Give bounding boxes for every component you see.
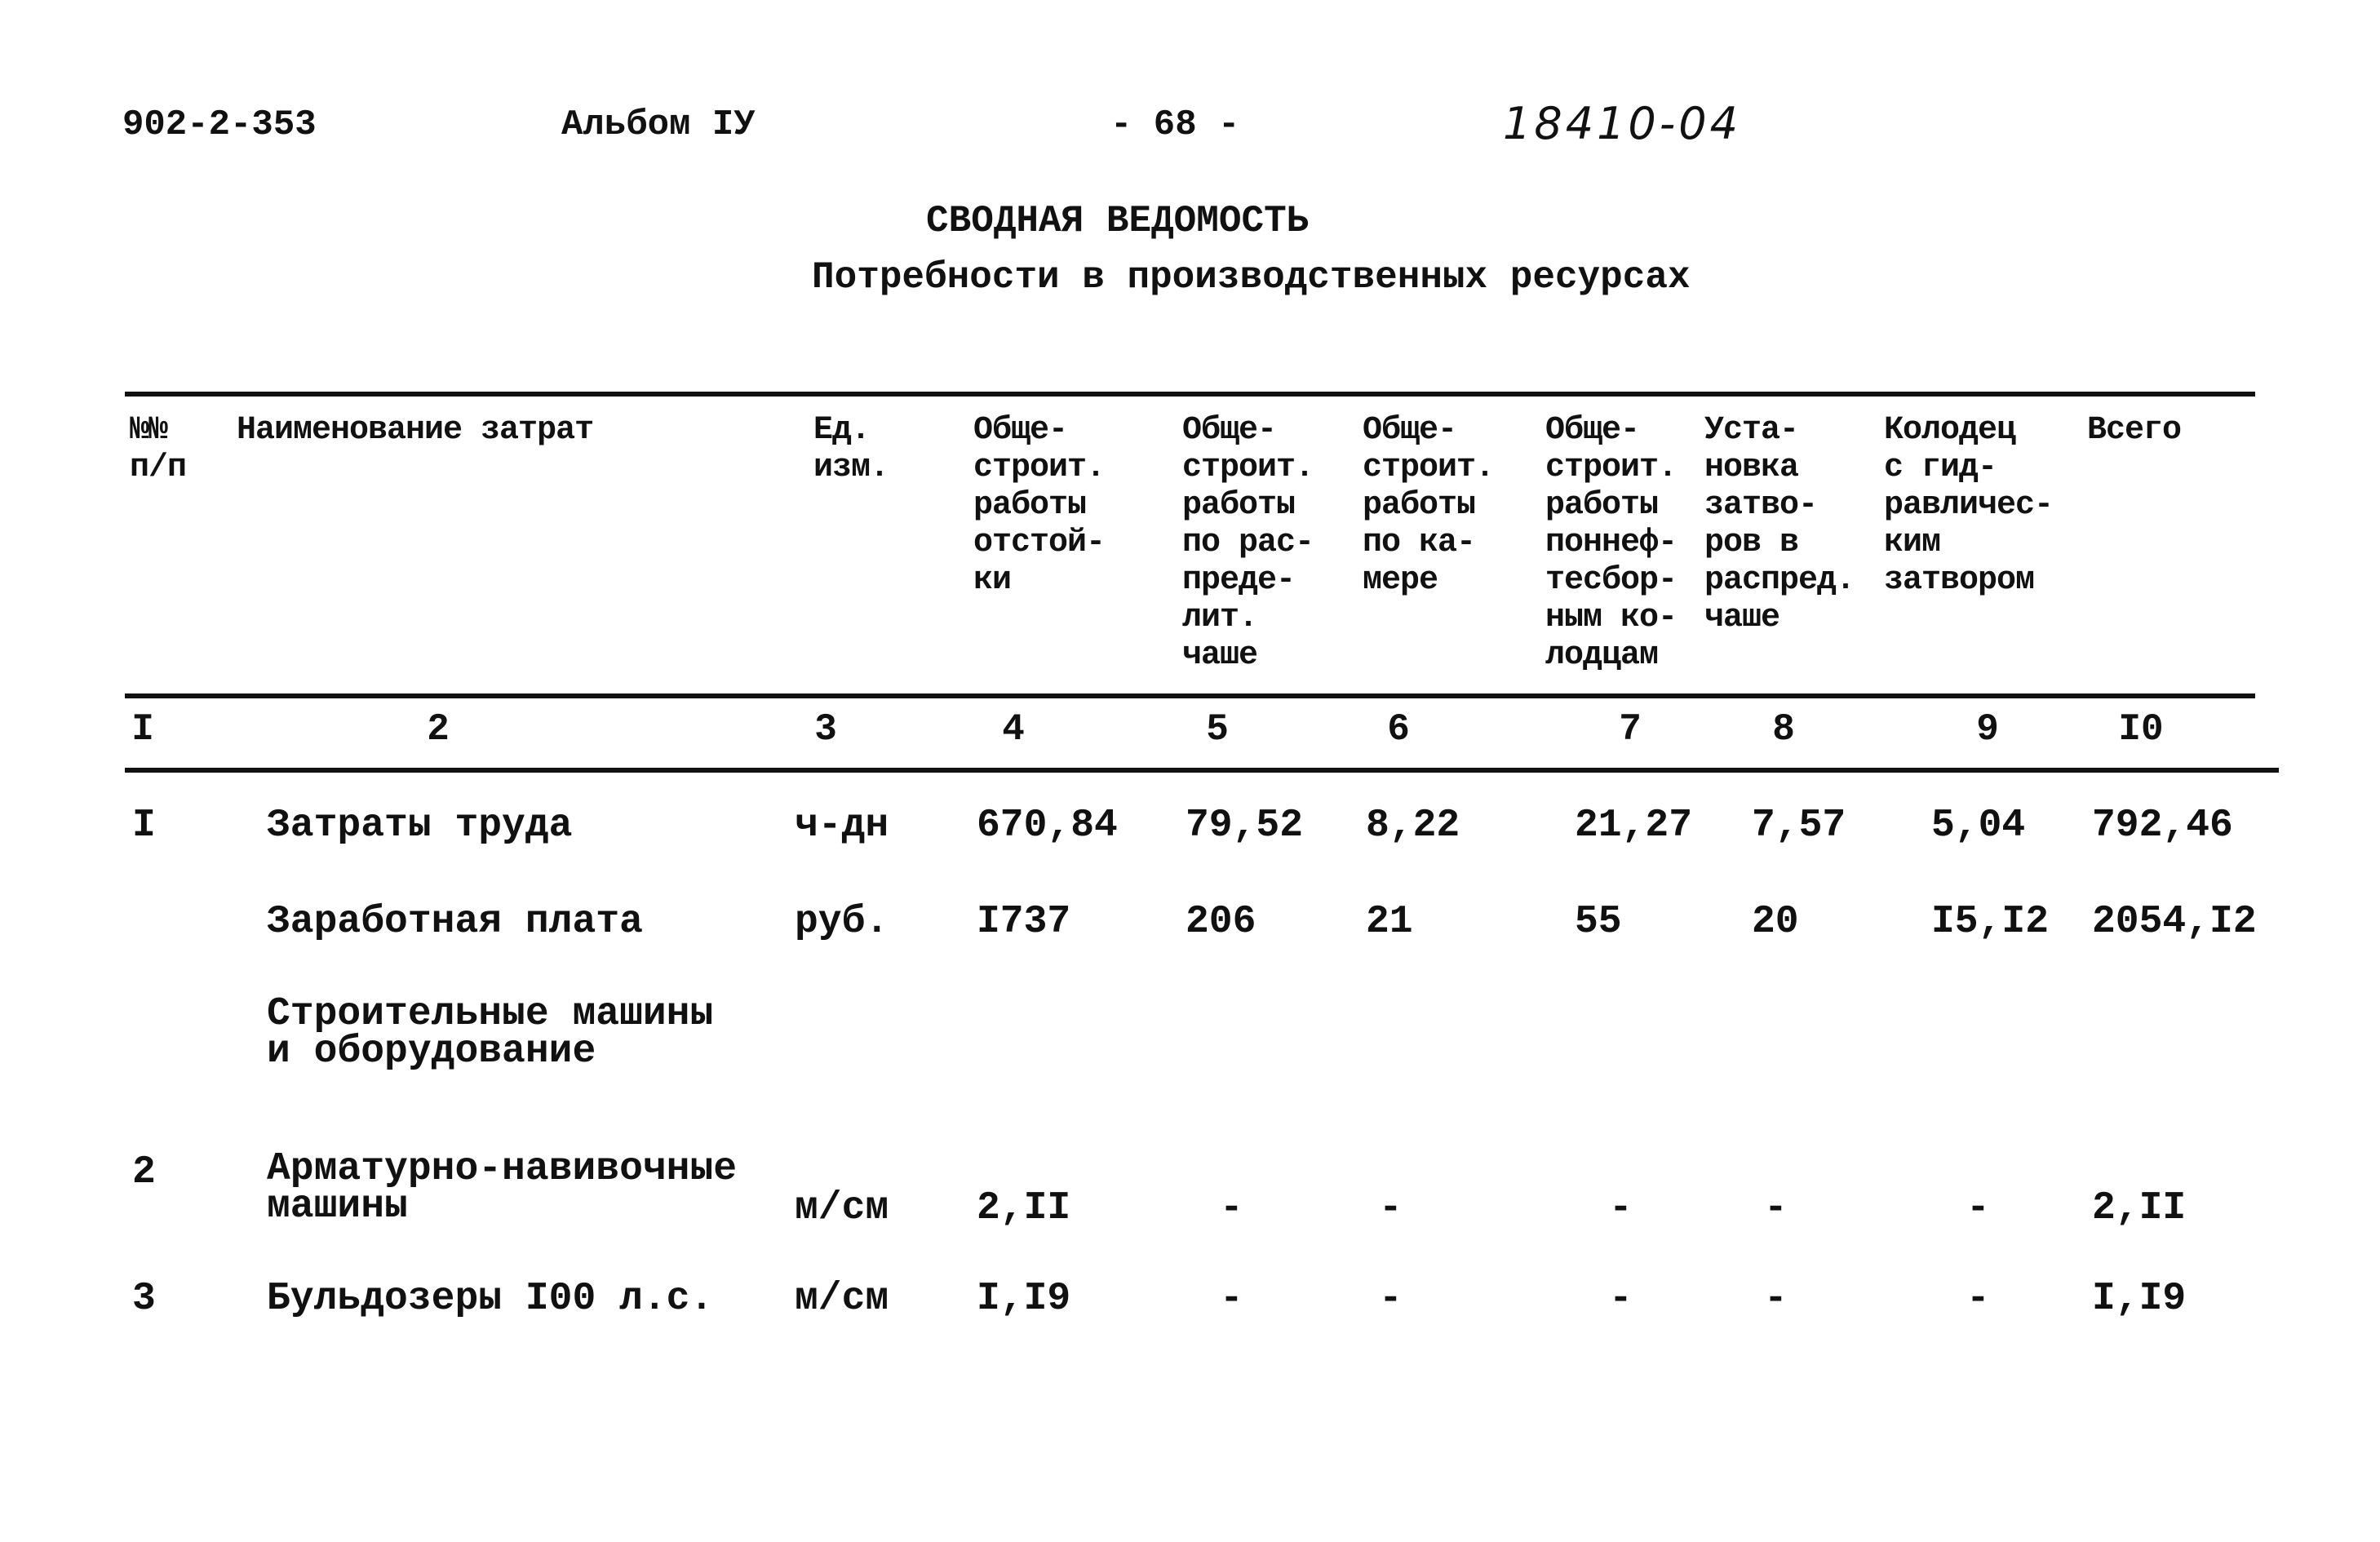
document-title: СВОДНАЯ ВЕДОМОСТЬ <box>926 200 1310 242</box>
column-number: 2 <box>427 708 450 751</box>
column-number: 4 <box>1002 708 1025 751</box>
row-number: 3 <box>132 1277 156 1321</box>
row-value: - <box>1609 1277 1633 1321</box>
row-value: 7,57 <box>1752 804 1846 848</box>
column-header: Всего <box>2087 412 2182 449</box>
row-name: Заработная плата <box>267 900 643 944</box>
row-value: - <box>1379 1277 1403 1321</box>
row-name: Строительные машины и оборудование <box>267 992 714 1074</box>
row-unit: руб. <box>795 900 889 944</box>
row-value: I,I9 <box>2092 1277 2187 1321</box>
row-value: I,I9 <box>977 1277 1071 1321</box>
row-value: - <box>1379 1186 1403 1230</box>
row-value: - <box>1764 1186 1788 1230</box>
column-header: Обще- строит. работы поннеф- тесбор- ным ко- лодцам <box>1545 412 1678 674</box>
row-value: - <box>1609 1186 1633 1230</box>
column-header: Обще- строит. работы отстой- ки <box>973 412 1106 599</box>
row-value: I737 <box>977 900 1071 944</box>
page-number: - 68 - <box>1110 104 1240 145</box>
row-number: I <box>132 804 156 848</box>
handwritten-code: 18410-04 <box>1503 98 1741 149</box>
album-label: Альбом IУ <box>561 104 756 145</box>
document-code: 902-2-353 <box>122 104 317 145</box>
row-value: 55 <box>1575 900 1622 944</box>
column-header: Наименование затрат <box>237 412 594 449</box>
row-value: - <box>1966 1277 1990 1321</box>
row-value: 2054,I2 <box>2092 900 2257 944</box>
column-number: 5 <box>1206 708 1229 751</box>
row-value: 206 <box>1186 900 1256 944</box>
row-value: 79,52 <box>1186 804 1304 848</box>
column-number: 9 <box>1976 708 1999 751</box>
column-header: Уста- новка затво- ров в распред. чаше <box>1704 412 1855 636</box>
row-unit: м/см <box>795 1277 889 1321</box>
row-name: Затраты труда <box>267 804 573 848</box>
row-unit: м/см <box>795 1186 889 1230</box>
row-value: 792,46 <box>2092 804 2233 848</box>
column-number: I <box>131 708 154 751</box>
row-unit: ч-дн <box>795 804 889 848</box>
column-number: 6 <box>1387 708 1410 751</box>
row-value: I5,I2 <box>1931 900 2050 944</box>
row-name: Бульдозеры I00 л.с. <box>267 1277 714 1321</box>
table-top-rule <box>125 392 2255 397</box>
row-value: 20 <box>1752 900 1799 944</box>
row-value: 2,II <box>977 1186 1071 1230</box>
column-number: I0 <box>2118 708 2164 751</box>
row-value: 21 <box>1366 900 1413 944</box>
column-number: 7 <box>1619 708 1642 751</box>
table-header-rule <box>125 693 2255 698</box>
column-header: Обще- строит. работы по ка- мере <box>1363 412 1495 599</box>
column-header: Ед. изм. <box>813 412 889 486</box>
row-value: - <box>1764 1277 1788 1321</box>
column-header: Колодец с гид- равличес- ким затвором <box>1884 412 2054 599</box>
row-value: 21,27 <box>1575 804 1693 848</box>
column-header: №№ п/п <box>130 412 187 486</box>
document-subtitle: Потребности в производственных ресурсах <box>812 256 1691 299</box>
row-value: 5,04 <box>1931 804 2026 848</box>
column-number: 8 <box>1772 708 1795 751</box>
row-value: 2,II <box>2092 1186 2187 1230</box>
row-value: - <box>1220 1186 1243 1230</box>
column-header: Обще- строит. работы по рас- преде- лит. чаше <box>1182 412 1314 674</box>
row-name: Арматурно-навивочные машины <box>267 1147 738 1229</box>
row-value: - <box>1966 1186 1990 1230</box>
row-value: 8,22 <box>1366 804 1460 848</box>
column-number: 3 <box>814 708 837 751</box>
table-number-rule <box>125 768 2279 773</box>
row-value: 670,84 <box>977 804 1118 848</box>
row-value: - <box>1220 1277 1243 1321</box>
row-number: 2 <box>132 1150 156 1194</box>
